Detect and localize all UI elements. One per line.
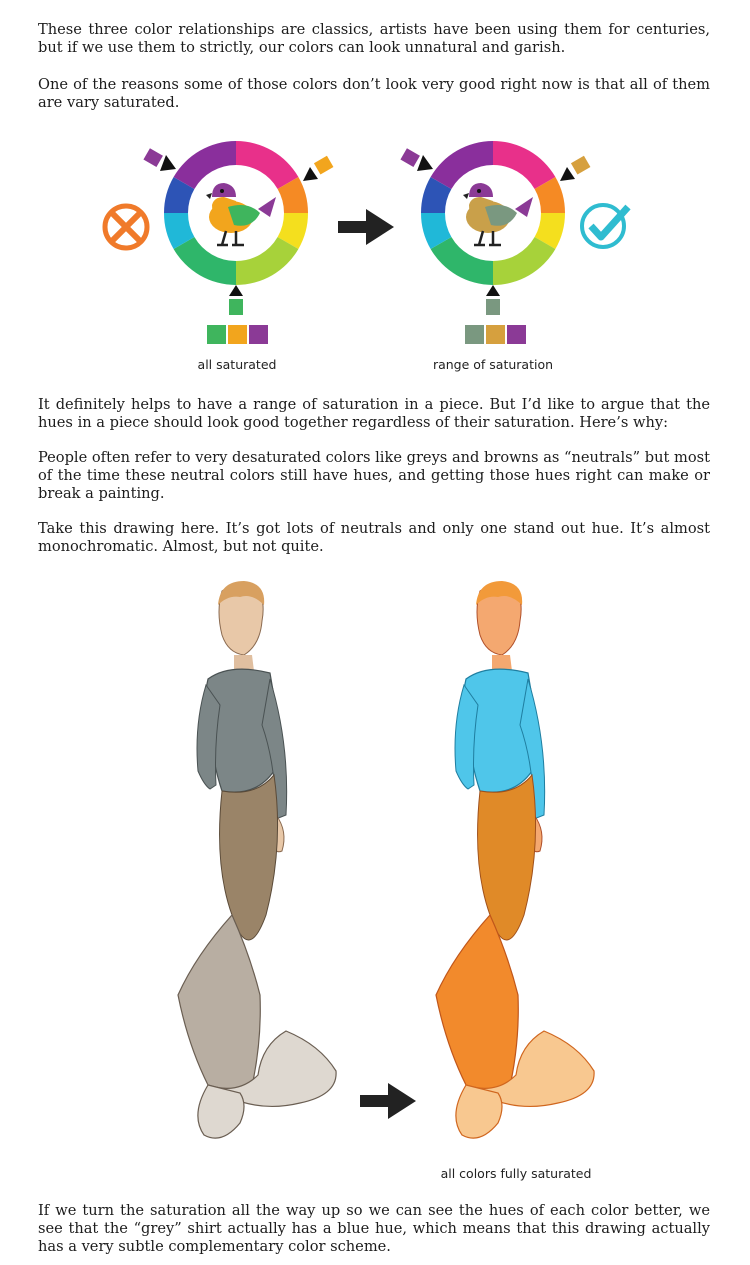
paragraph-5: Take this drawing here. It’s got lots of neutrals and only one stand out hue. It’s almost monochromatic. Almost, but not quite. xyxy=(38,520,710,555)
caption-range-of-saturation: range of saturation xyxy=(432,357,554,372)
left-swatches xyxy=(207,325,268,344)
mermaid-illustration-comparison xyxy=(0,575,750,1175)
swatch-grey-green xyxy=(465,325,484,344)
right-pointer-ochre xyxy=(560,156,590,181)
x-mark-icon xyxy=(105,206,147,248)
right-swatches xyxy=(465,325,526,344)
right-arrow-icon xyxy=(338,209,394,245)
paragraph-3: It definitely helps to have a range of saturation in a piece. But I’d like to argue that the hues in a piece should look good together regardless of their saturation. Here’s why: xyxy=(38,396,710,431)
desaturated-mermaid-figure xyxy=(178,581,336,1138)
swatch-purple xyxy=(507,325,526,344)
left-pointer-yellow xyxy=(303,156,333,181)
paragraph-4: People often refer to very desaturated colors like greys and browns as “neutrals” but most of the time these neutral colors still have hues, and getting those hues right can make or break a painting. xyxy=(38,449,710,502)
caption-all-colors-fully-saturated: all colors fully saturated xyxy=(440,1166,592,1181)
swatch-purple xyxy=(249,325,268,344)
saturated-mermaid-figure xyxy=(436,581,594,1138)
paragraph-6: If we turn the saturation all the way up so we can see the hues of each color better, we see that the “grey” shirt actually has a blue hue, which means that this drawing actually has a very subtle complementary color scheme. xyxy=(38,1202,710,1255)
bird-range-saturation-icon xyxy=(463,183,533,245)
checkmark-icon xyxy=(582,205,628,247)
left-color-wheel xyxy=(105,141,333,344)
swatch-yellow xyxy=(228,325,247,344)
paragraph-1: These three color relationships are classics, artists have been using them for centuries, but if we use them to strictly, our colors can look unnatural and garish. xyxy=(38,21,710,56)
right-pointer-purple xyxy=(400,148,433,171)
bird-saturated-icon xyxy=(206,183,276,245)
right-pointer-grey-green xyxy=(486,285,500,315)
color-wheel-comparison xyxy=(0,125,750,355)
right-arrow-icon xyxy=(360,1083,416,1119)
paragraph-2: One of the reasons some of those colors don’t look very good right now is that all of them are vary saturated. xyxy=(38,76,710,111)
left-pointer-purple xyxy=(143,148,176,171)
left-pointer-green xyxy=(229,285,243,315)
right-color-wheel xyxy=(400,141,628,344)
caption-all-saturated: all saturated xyxy=(197,357,277,372)
swatch-ochre xyxy=(486,325,505,344)
swatch-green xyxy=(207,325,226,344)
